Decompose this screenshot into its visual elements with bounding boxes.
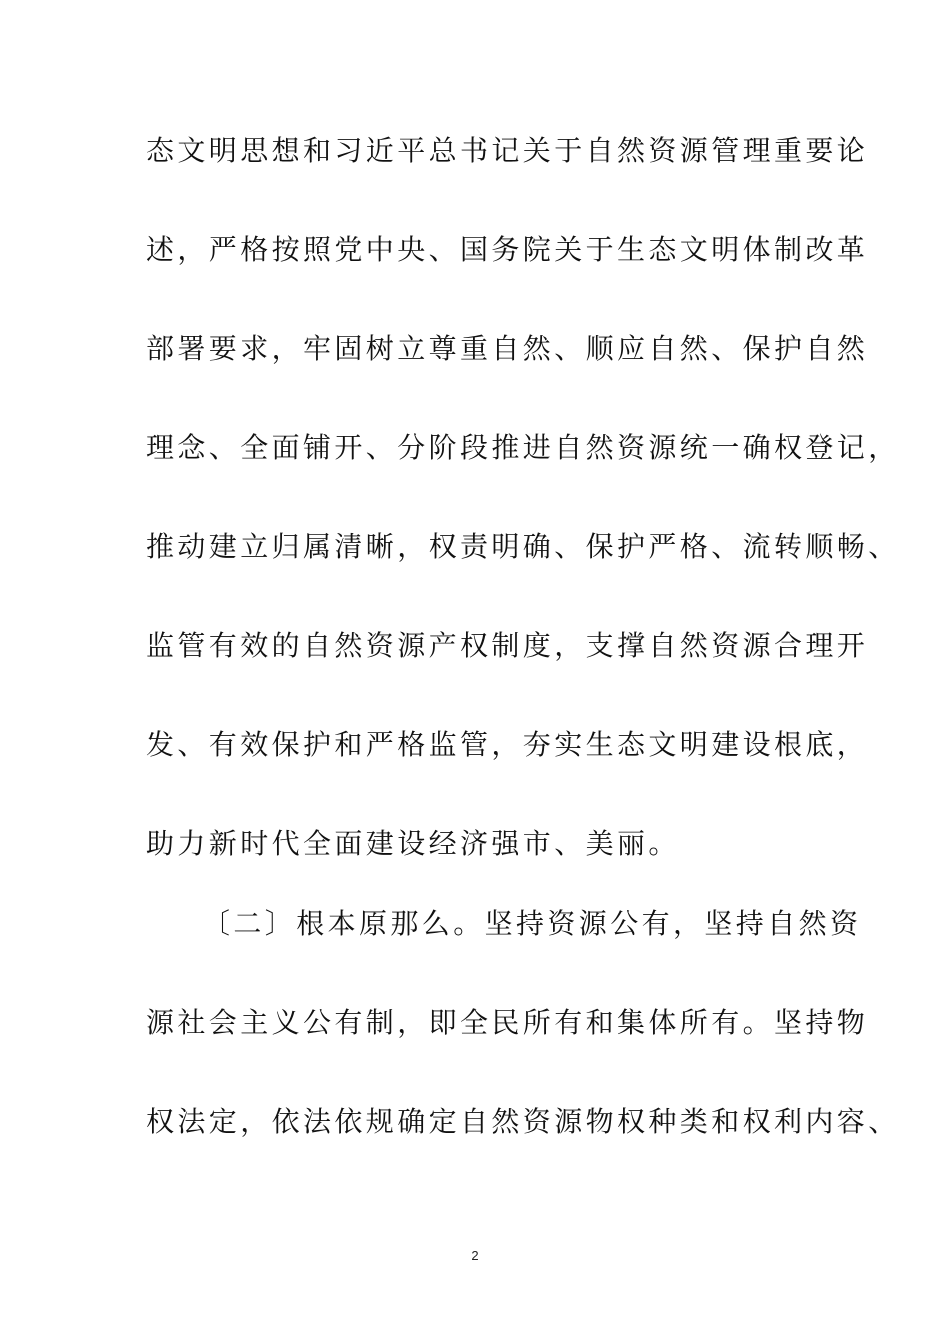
text-line-2: 述，严格按照党中央、国务院关于生态文明体制改革	[146, 233, 869, 266]
text-line-7: 发、有效保护和严格监管，夯实生态文明建设根底，	[146, 728, 869, 761]
page-number: 2	[471, 1248, 479, 1263]
text-line-4: 理念、全面铺开、分阶段推进自然资源统一确权登记，	[146, 431, 900, 464]
text-line-8: 助力新时代全面建设经济强市、美丽。	[146, 827, 680, 860]
section-heading-line: 〔二〕根本原那么。坚持资源公有，坚持自然资	[202, 907, 862, 940]
text-line-11: 权法定，依法依规确定自然资源物权种类和权利内容、	[146, 1105, 900, 1138]
text-line-3: 部署要求，牢固树立尊重自然、顺应自然、保护自然	[146, 332, 869, 365]
text-line-1: 态文明思想和习近平总书记关于自然资源管理重要论	[146, 134, 869, 167]
text-line-10: 源社会主义公有制，即全民所有和集体所有。坚持物	[146, 1006, 869, 1039]
text-line-5: 推动建立归属清晰，权责明确、保护严格、流转顺畅、	[146, 530, 900, 563]
text-line-6: 监管有效的自然资源产权制度，支撑自然资源合理开	[146, 629, 869, 662]
